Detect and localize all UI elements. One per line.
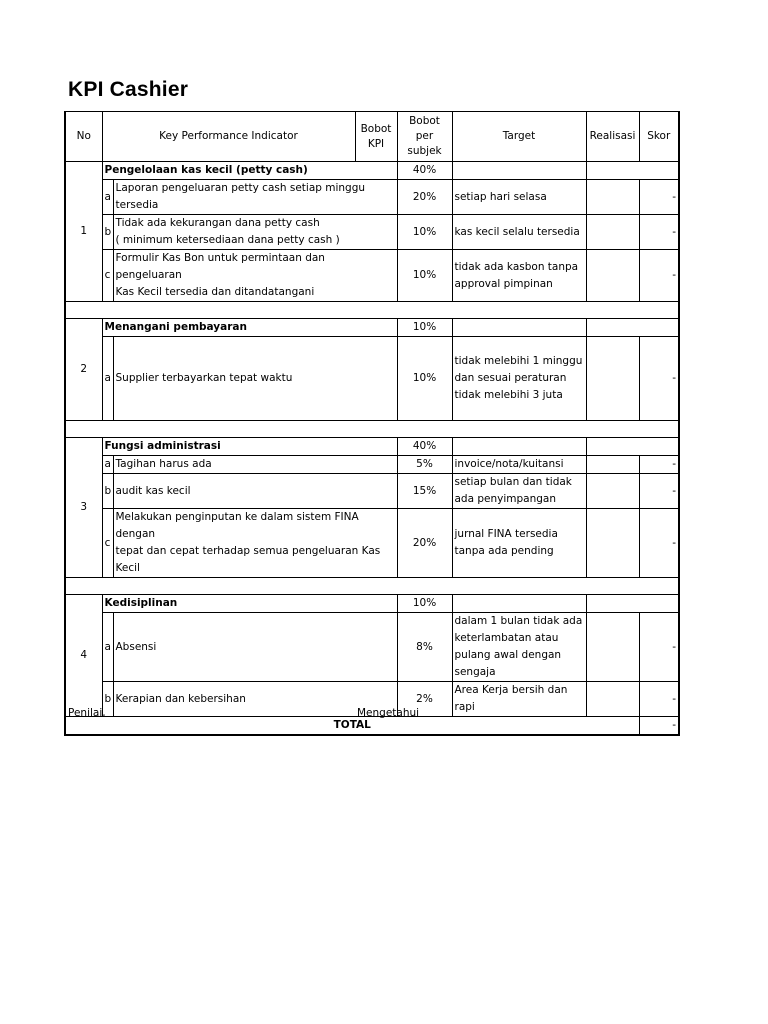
indicator-line: tepat dan cepat terhadap semua pengeluaran Kas Kecil [115, 545, 381, 574]
item-realisasi[interactable] [586, 337, 639, 421]
item-skor: - [639, 613, 679, 682]
target-line: sengaja [454, 666, 496, 678]
kpi-table [64, 111, 680, 736]
table-row [65, 456, 679, 474]
item-letter: c [102, 509, 113, 578]
section-number: 4 [65, 595, 102, 717]
item-weight: 15% [397, 474, 452, 509]
item-realisasi[interactable] [586, 613, 639, 682]
item-skor: - [639, 337, 679, 421]
target-line: setiap bulan dan tidak [454, 476, 572, 488]
section-row [65, 595, 679, 613]
penilai-label: Penilai, [68, 707, 106, 719]
item-skor: - [639, 474, 679, 509]
table-row [65, 613, 679, 682]
section-name: Kedisiplinan [102, 595, 397, 613]
item-skor: - [639, 509, 679, 578]
item-letter: a [102, 337, 113, 421]
item-letter: b [102, 474, 113, 509]
item-weight: 2% [397, 682, 452, 717]
indicator-line: ( minimum ketersediaan dana petty cash ) [115, 234, 340, 246]
item-letter: a [102, 180, 113, 215]
item-letter: b [102, 215, 113, 250]
target-line: tidak ada kasbon tanpa [454, 260, 579, 273]
item-realisasi[interactable] [586, 682, 639, 717]
item-realisasi[interactable] [586, 250, 639, 302]
item-realisasi[interactable] [586, 509, 639, 578]
item-skor: - [639, 456, 679, 474]
item-letter: a [102, 456, 113, 474]
item-indicator: Tagihan harus ada [113, 456, 397, 474]
item-target: setiap hari selasa [452, 180, 586, 215]
target-line: tidak melebihi 3 juta [454, 389, 563, 401]
item-indicator: Kerapian dan kebersihan [113, 682, 397, 717]
target-line: tidak melebihi 1 minggu [454, 355, 583, 367]
mengetahui-label: Mengetahui [357, 707, 420, 719]
item-target: invoice/nota/kuitansi [452, 456, 586, 474]
item-weight: 5% [397, 456, 452, 474]
item-indicator [113, 250, 397, 302]
spacer-row [65, 578, 679, 595]
section-weight: 40% [397, 438, 452, 456]
section-weight: 10% [397, 595, 452, 613]
item-indicator: Absensi [113, 613, 397, 682]
header-realisasi: Realisasi [586, 112, 639, 162]
target-line: keterlambatan atau [454, 632, 559, 644]
item-target [452, 509, 586, 578]
table-header-row [65, 112, 679, 162]
section-weight: 10% [397, 319, 452, 337]
total-row [65, 717, 679, 736]
header-skor: Skor [639, 112, 679, 162]
total-label: TOTAL [65, 717, 639, 736]
spacer-row [65, 421, 679, 438]
target-line: ada penyimpangan [454, 493, 557, 505]
item-indicator: Laporan pengeluaran petty cash setiap minggu tersedia [113, 180, 397, 215]
section-name: Fungsi administrasi [102, 438, 397, 456]
item-target [452, 474, 586, 509]
item-indicator [113, 215, 397, 250]
target-line: pulang awal dengan [454, 649, 562, 661]
item-target: kas kecil selalu tersedia [452, 215, 586, 250]
indicator-line: Tidak ada kekurangan dana petty cash [115, 217, 320, 229]
section-row [65, 162, 679, 180]
header-target: Target [452, 112, 586, 162]
table-row [65, 250, 679, 302]
item-letter: b [102, 682, 113, 717]
item-indicator [113, 509, 397, 578]
table-row [65, 215, 679, 250]
item-target: Area Kerja bersih dan rapi [452, 682, 586, 717]
item-weight: 8% [397, 613, 452, 682]
target-line: dan sesuai peraturan [454, 372, 567, 384]
table-row [65, 337, 679, 421]
target-line: dalam 1 bulan tidak ada [454, 615, 583, 627]
target-line: approval pimpinan [454, 277, 553, 290]
item-skor: - [639, 180, 679, 215]
item-skor: - [639, 215, 679, 250]
header-no: No [65, 112, 102, 162]
page-title: KPI Cashier [68, 78, 189, 101]
item-letter: c [102, 250, 113, 302]
target-line: tanpa ada pending [454, 545, 554, 557]
target-line: jurnal FINA tersedia [454, 528, 558, 540]
section-number: 1 [65, 162, 102, 302]
item-weight: 10% [397, 337, 452, 421]
section-number: 3 [65, 438, 102, 578]
section-name: Menangani pembayaran [102, 319, 397, 337]
item-realisasi[interactable] [586, 215, 639, 250]
item-realisasi[interactable] [586, 474, 639, 509]
item-target [452, 337, 586, 421]
section-row [65, 438, 679, 456]
indicator-line: Formulir Kas Bon untuk permintaan dan pengeluaran [115, 252, 325, 281]
section-name: Pengelolaan kas kecil (petty cash) [102, 162, 397, 180]
spacer-row [65, 302, 679, 319]
item-letter: a [102, 613, 113, 682]
table-row [65, 474, 679, 509]
item-target [452, 250, 586, 302]
section-number: 2 [65, 319, 102, 421]
indicator-line: Kas Kecil tersedia dan ditandatangani [115, 286, 315, 298]
item-weight: 10% [397, 215, 452, 250]
table-row [65, 180, 679, 215]
section-row [65, 319, 679, 337]
section-weight: 40% [397, 162, 452, 180]
table-row [65, 509, 679, 578]
item-indicator: audit kas kecil [113, 474, 397, 509]
item-realisasi[interactable] [586, 180, 639, 215]
item-realisasi[interactable] [586, 456, 639, 474]
header-kpi: Key Performance Indicator [102, 112, 355, 162]
header-bobot-subjek: Bobot per subjek [397, 112, 452, 162]
total-skor: - [639, 717, 679, 736]
item-target [452, 613, 586, 682]
item-indicator: Supplier terbayarkan tepat waktu [113, 337, 397, 421]
item-weight: 20% [397, 509, 452, 578]
item-skor: - [639, 250, 679, 302]
item-weight: 10% [397, 250, 452, 302]
item-skor: - [639, 682, 679, 717]
header-bobot-kpi: Bobot KPI [355, 112, 397, 162]
item-weight: 20% [397, 180, 452, 215]
indicator-line: Melakukan penginputan ke dalam sistem FINA dengan [115, 511, 359, 540]
